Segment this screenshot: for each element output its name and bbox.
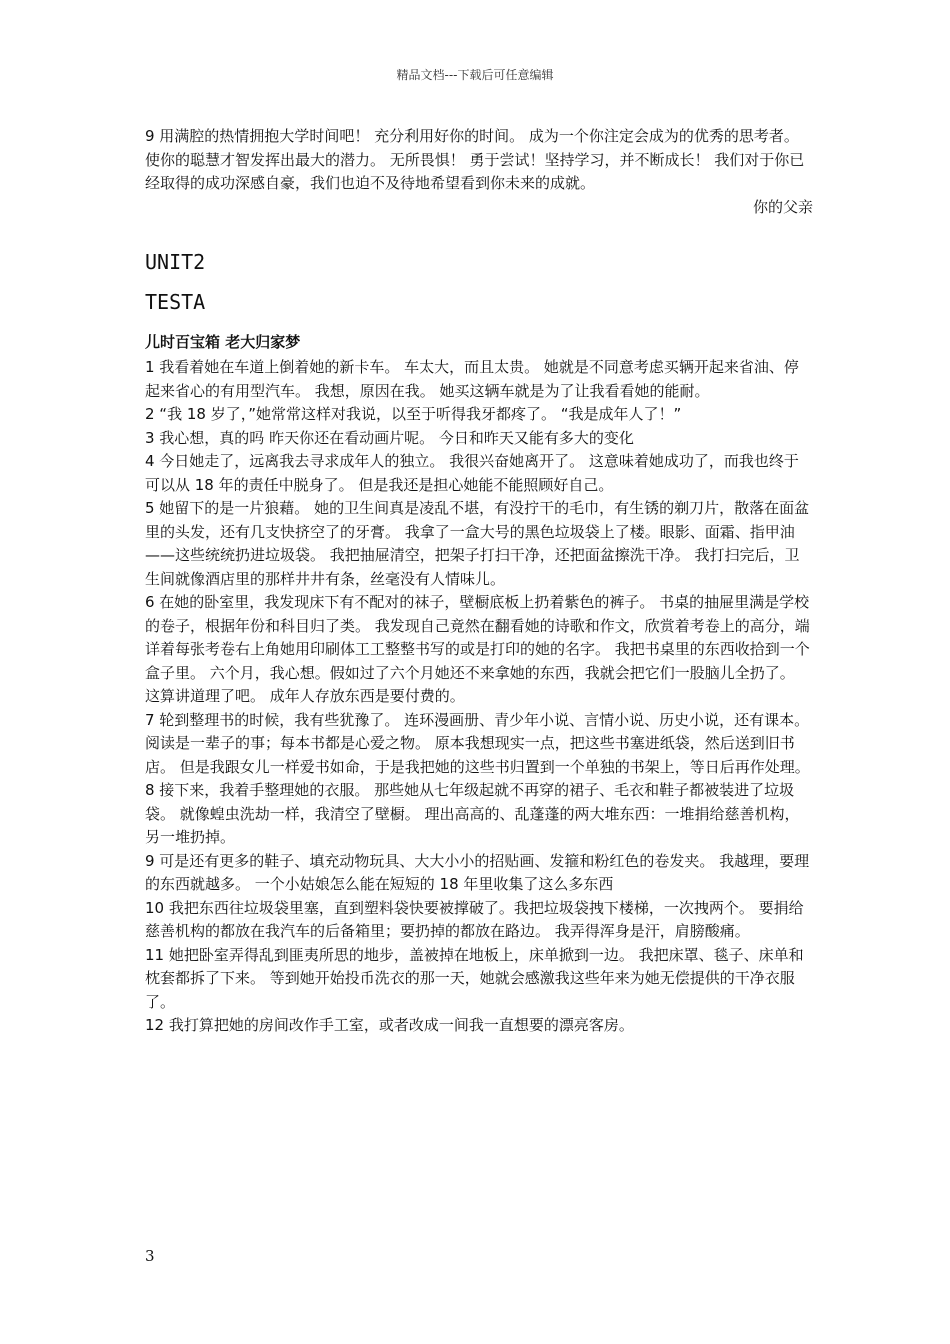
- article-paragraph: 3 我心想，真的吗 昨天你还在看动画片呢。 今日和昨天又能有多大的变化: [145, 428, 634, 447]
- article-paragraph: 4 今日她走了，远离我去寻求成年人的独立。 我很兴奋她离开了。 这意味着她成功了，而我也终于可以从 18 年的责任中脱身了。 但是我还是担心她能不能照顾好自己。: [145, 452, 799, 494]
- page-number: 3: [145, 1247, 155, 1265]
- signature: 你的父亲: [752, 197, 813, 216]
- text-heading: TESTA: [145, 290, 206, 314]
- intro-paragraph: 9 用满腔的热情拥抱大学时间吧！ 充分利用好你的时间。 成为一个你注定会成为的优秀的思考者。 使你的聪慧才智发挥出最大的潜力。 无所畏惧！ 勇于尝试！坚持学习，并不断成长！ 我们对于你已经取得的成功深感自豪，我们也迫不及待地希望看到你未来的成就。: [145, 127, 805, 192]
- article-paragraph: 12 我打算把她的房间改作手工室，或者改成一间我一直想要的漂亮客房。: [145, 1016, 634, 1034]
- article-paragraph: 11 她把卧室弄得乱到匪夷所思的地步，盖被掉在地板上，床单掀到一边。 我把床罩、毯子、床单和枕套都拆了下来。 等到她开始投币洗衣的那一天，她就会感激我这些年来为她无偿提供的干净衣服了。: [145, 945, 804, 1011]
- article-paragraph: 7 轮到整理书的时候，我有些犹豫了。 连环漫画册、青少年小说、言情小说、历史小说，还有课本。 阅读是一辈子的事；每本书都是心爱之物。 原本我想现实一点，把这些书塞进纸袋，然后送到旧书店。 但是我跟女儿一样爱书如命，于是我把她的这些书归置到一个单独的书架上，等日后再作处理。: [145, 710, 810, 776]
- article-paragraph: 5 她留下的是一片狼藉。 她的卫生间真是凌乱不堪，有没拧干的毛巾，有生锈的剃刀片，散落在面盆里的头发，还有几支快挤空了的牙膏。 我拿了一盒大号的黑色垃圾袋上了楼。眼影、面霜、指甲油——这些统统扔进垃圾袋。 我把抽屉清空，把架子打扫干净，还把面盆擦洗干净。 我打扫完后，卫生间就像酒店里的那样井井有条，丝毫没有人情味儿。: [145, 499, 810, 588]
- article: [145, 331, 813, 1038]
- article-paragraph: 2 “我 18 岁了，”她常常这样对我说，以至于听得我牙都疼了。 “我是成年人了！”: [145, 405, 682, 423]
- article-title: 儿时百宝箱 老大归家梦: [145, 333, 301, 351]
- article-paragraph: 9 可是还有更多的鞋子、填充动物玩具、大大小小的招贴画、发箍和粉红色的卷发夹。 我越理，要理的东西就越多。 一个小姑娘怎么能在短短的 18 年里收集了这么多东西: [145, 851, 810, 893]
- article-paragraph: 8 接下来，我着手整理她的衣服。 那些她从七年级起就不再穿的裙子、毛衣和鞋子都被装进了垃圾袋。 就像蝗虫洗劫一样，我清空了壁橱。 理出高高的、乱蓬蓬的两大堆东西：一堆捐给慈善机构，另一堆扔掉。: [145, 781, 800, 846]
- article-paragraph: 6 在她的卧室里，我发现床下有不配对的袜子，壁橱底板上扔着紫色的裤子。 书桌的抽屉里满是学校的卷子，根据年份和科目归了类。 我发现自己竟然在翻看她的诗歌和作文，欣赏着考卷上的高分，端详着每张考卷右上角她用印刷体工工整整书写的或是打印的她的名字。 我把书桌里的东西收拾到一个盒子里。 六个月，我心想。假如过了六个月她还不来拿她的东西，我就会把它们一股脑儿全扔了。 这算讲道理了吧。 成年人存放东西是要付费的。: [145, 593, 810, 705]
- unit-heading: UNIT2: [145, 250, 206, 274]
- article-paragraph: 10 我把东西往垃圾袋里塞，直到塑料袋快要被撑破了。我把垃圾袋拽下楼梯，一次拽两个。 要捐给慈善机构的都放在我汽车的后备箱里；要扔掉的都放在路边。 我弄得浑身是汗，肩膀酸痛。: [145, 898, 804, 940]
- page-header: 精品文档---下载后可任意编辑: [396, 68, 554, 82]
- article-paragraph: 1 我看着她在车道上倒着她的新卡车。 车太大，而且太贵。 她就是不同意考虑买辆开起来省油、停起来省心的有用型汽车。 我想，原因在我。 她买这辆车就是为了让我看看她的能耐。: [145, 358, 799, 400]
- intro-block: [145, 125, 813, 219]
